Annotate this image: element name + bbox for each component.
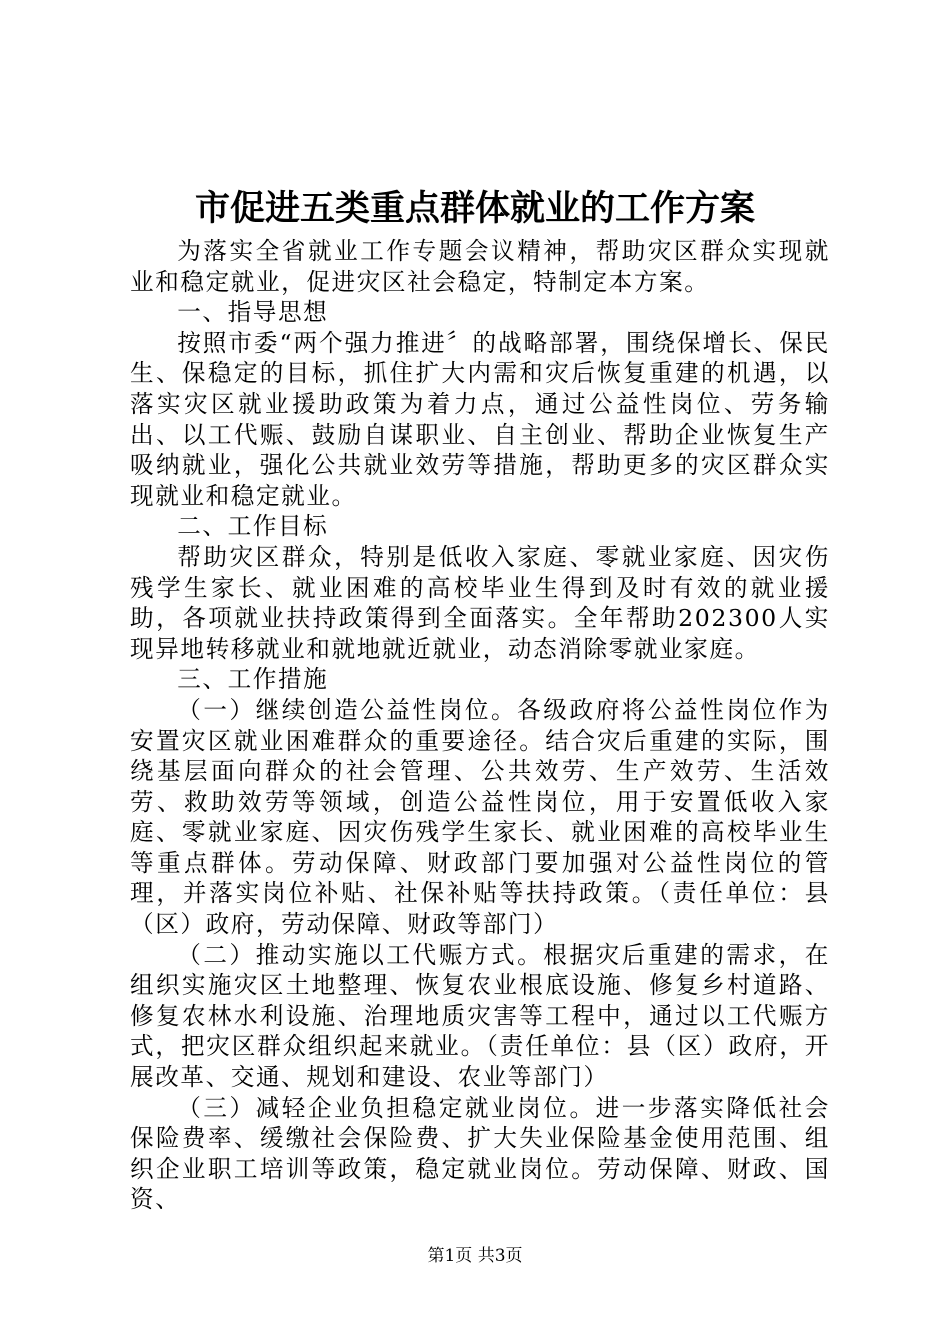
document-body [130,236,830,1215]
measure-paragraph-3: （三）减轻企业负担稳定就业岗位。进一步落实降低社会保险费率、缓缴社会保险费、扩大失业保险基金使用范围、组织企业职工培训等政策，稳定就业岗位。劳动保障、财政、国资、 [130,1093,830,1214]
section-heading-work-goals: 二、工作目标 [177,512,329,541]
document-title: 市促进五类重点群体就业的工作方案 [194,188,755,229]
guiding-thought-paragraph: 按照市委“两个强力推进〞的战略部署，围绕保增长、保民生、保稳定的目标，抓住扩大内需和灾后恢复重建的机遇，以落实灾区就业援助政策为着力点，通过公益性岗位、劳务输出、以工代赈、鼓励自谋职业、自主创业、帮助企业恢复生产吸纳就业，强化公共就业效劳等措施，帮助更多的灾区群众实现就业和稳定就业。 [130,328,830,510]
page-number-footer: 第1页 共3页 [427,1246,523,1266]
section-heading-work-measures: 三、工作措施 [177,665,329,694]
intro-paragraph: 为落实全省就业工作专题会议精神，帮助灾区群众实现就业和稳定就业，促进灾区社会稳定，特制定本方案。 [130,237,830,296]
section-heading-guiding-thought: 一、指导思想 [177,298,329,327]
measure-paragraph-2: （二）推动实施以工代赈方式。根据灾后重建的需求，在组织实施灾区土地整理、恢复农业根底设施、修复乡村道路、修复农林水利设施、治理地质灾害等工程中，通过以工代赈方式，把灾区群众组织起来就业。（责任单位：县（区）政府，开展改革、交通、规划和建设、农业等部门） [130,940,830,1092]
measure-paragraph-1: （一）继续创造公益性岗位。各级政府将公益性岗位作为安置灾区就业困难群众的重要途径。结合灾后重建的实际，围绕基层面向群众的社会管理、公共效劳、生产效劳、生活效劳、救助效劳等领域，创造公益性岗位，用于安置低收入家庭、零就业家庭、因灾伤残学生家长、就业困难的高校毕业生等重点群体。劳动保障、财政部门要加强对公益性岗位的管理，并落实岗位补贴、社保补贴等扶持政策。（责任单位：县（区）政府，劳动保障、财政等部门） [130,695,830,939]
work-goals-paragraph: 帮助灾区群众，特别是低收入家庭、零就业家庭、因灾伤残学生家长、就业困难的高校毕业生得到及时有效的就业援助，各项就业扶持政策得到全面落实。全年帮助202300人实现异地转移就业和就地就近就业，动态消除零就业家庭。 [130,542,830,663]
